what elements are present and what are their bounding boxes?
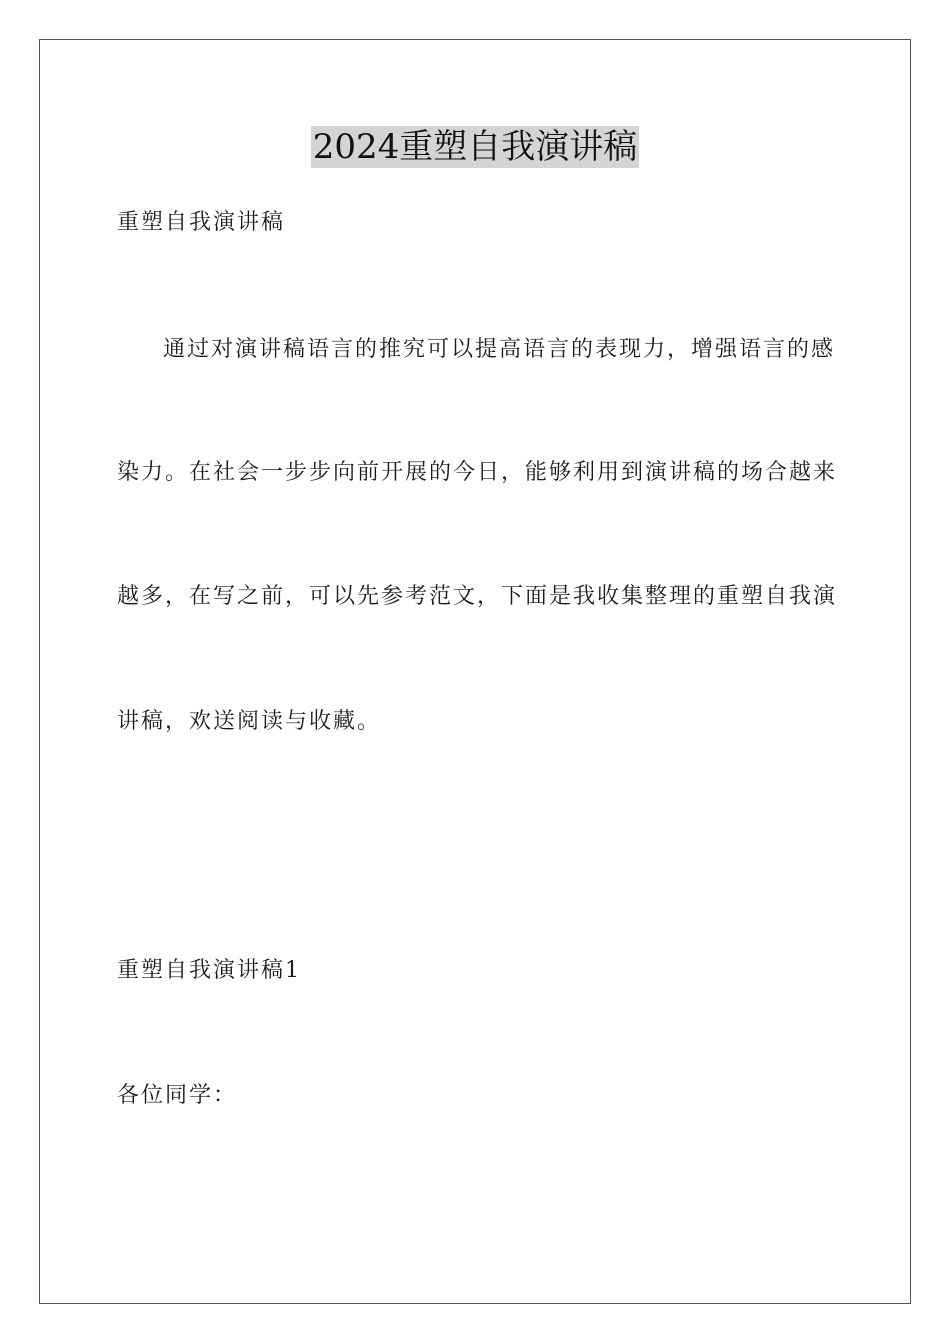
section-heading: 重塑自我演讲稿1 — [117, 958, 301, 983]
intro-line-3: 越多，在写之前，可以先参考范文，下面是我收集整理的重塑自我演 — [117, 584, 838, 609]
document-subtitle: 重塑自我演讲稿 — [117, 210, 286, 235]
intro-line-2: 染力。在社会一步步向前开展的今日，能够利用到演讲稿的场合越来 — [117, 460, 838, 485]
document-title: 2024重塑自我演讲稿 — [312, 127, 638, 167]
salutation: 各位同学： — [117, 1083, 238, 1108]
title-wrapper — [0, 126, 950, 168]
intro-line-4: 讲稿，欢送阅读与收藏。 — [117, 709, 382, 734]
intro-line-1: 通过对演讲稿语言的推究可以提高语言的表现力，增强语言的感 — [163, 337, 836, 362]
